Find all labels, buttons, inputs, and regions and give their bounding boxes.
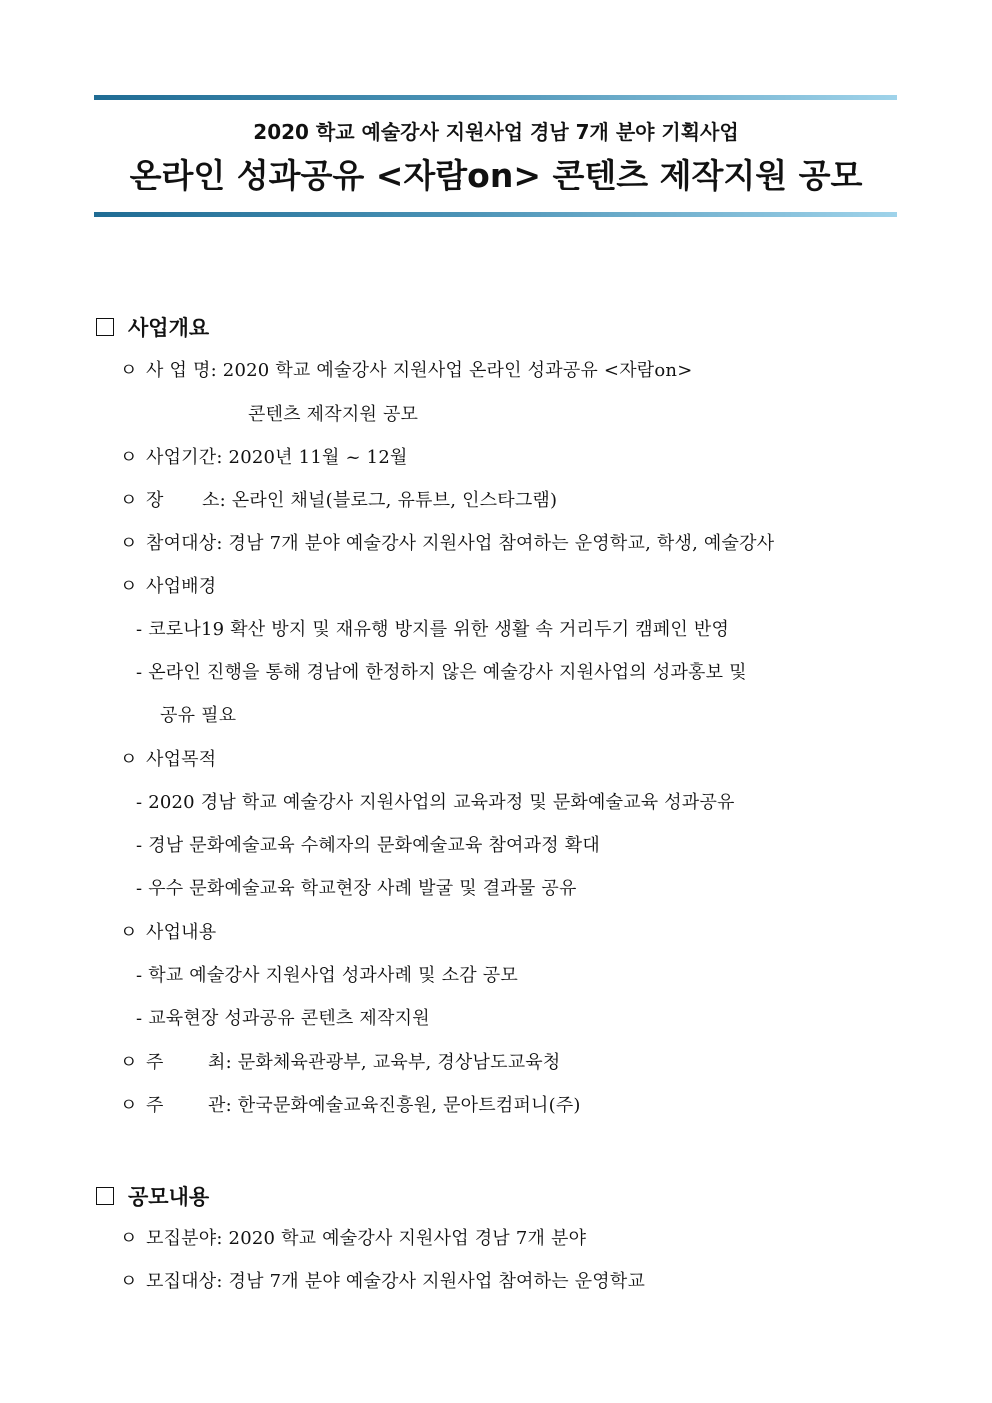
list-item-host xyxy=(120,1048,560,1074)
sub-item: - 경남 문화예술교육 수혜자의 문화예술교육 참여과정 확대 xyxy=(136,835,600,856)
item-value: 2020 학교 예술강사 지원사업 경남 7개 분야 xyxy=(228,1228,587,1249)
circle-bullet-icon: ㅇ xyxy=(120,447,138,468)
list-item-place xyxy=(120,486,557,512)
list-item-contest-target xyxy=(120,1267,645,1293)
circle-bullet-icon: ㅇ xyxy=(120,576,138,597)
circle-bullet-icon: ㅇ xyxy=(120,1095,138,1116)
circle-bullet-icon: ㅇ xyxy=(120,490,138,511)
sub-item: - 코로나19 확산 방지 및 재유행 방지를 위한 생활 속 거리두기 캠페인 반영 xyxy=(136,619,730,640)
circle-bullet-icon: ㅇ xyxy=(120,360,138,381)
circle-bullet-icon: ㅇ xyxy=(120,1052,138,1073)
circle-bullet-icon: ㅇ xyxy=(120,1228,138,1249)
document-subtitle: 2020 학교 예술강사 지원사업 경남 7개 분야 기획사업 xyxy=(253,120,739,144)
item-value: 온라인 채널(블로그, 유튜브, 인스타그램) xyxy=(231,490,558,511)
list-item-target xyxy=(120,529,774,555)
list-item-project-name-cont: 콘텐츠 제작지원 공모 xyxy=(248,404,419,425)
list-item-field xyxy=(120,1224,586,1250)
item-label: 관: xyxy=(208,1095,232,1116)
item-value: 2020년 11월 ~ 12월 xyxy=(228,447,408,468)
item-label: 사업내용 xyxy=(146,922,217,943)
sub-item: - 교육현장 성과공유 콘텐츠 제작지원 xyxy=(136,1008,430,1029)
item-label: 모집대상: xyxy=(146,1271,223,1292)
item-value: 2020 학교 예술강사 지원사업 온라인 성과공유 <자람on> xyxy=(222,360,693,381)
item-label: 소: xyxy=(202,490,226,511)
item-value: 경남 7개 분야 예술강사 지원사업 참여하는 운영학교, 학생, 예술강사 xyxy=(228,533,775,554)
list-item-period xyxy=(120,443,408,469)
checkbox-square-icon xyxy=(96,318,114,336)
header-bottom-rule xyxy=(94,212,897,217)
item-value: 경남 7개 분야 예술강사 지원사업 참여하는 운영학교 xyxy=(228,1271,646,1292)
section-heading-overview xyxy=(96,312,209,342)
item-label: 참여대상: xyxy=(146,533,223,554)
item-label: 사 업 명: xyxy=(146,360,217,381)
circle-bullet-icon: ㅇ xyxy=(120,749,138,770)
item-label: 최: xyxy=(208,1052,232,1073)
header-top-rule xyxy=(94,95,897,100)
list-item-purpose xyxy=(120,745,216,771)
checkbox-square-icon xyxy=(96,1187,114,1205)
item-label: 주 xyxy=(146,1052,164,1073)
document-title: 온라인 성과공유 <자람on> 콘텐츠 제작지원 공모 xyxy=(129,156,863,195)
sub-item: - 온라인 진행을 통해 경남에 한정하지 않은 예술강사 지원사업의 성과홍보 및 xyxy=(136,662,747,683)
sub-item: - 우수 문화예술교육 학교현장 사례 발굴 및 결과물 공유 xyxy=(136,878,577,899)
section-heading-label: 사업개요 xyxy=(128,315,210,340)
list-item-content xyxy=(120,918,216,944)
section-heading-label: 공모내용 xyxy=(128,1184,210,1209)
item-label: 사업목적 xyxy=(146,749,217,770)
item-value: 문화체육관광부, 교육부, 경상남도교육청 xyxy=(237,1052,561,1073)
circle-bullet-icon: ㅇ xyxy=(120,533,138,554)
section-heading-contest xyxy=(96,1181,209,1211)
item-label: 사업배경 xyxy=(146,576,217,597)
sub-item: - 2020 경남 학교 예술강사 지원사업의 교육과정 및 문화예술교육 성과공유 xyxy=(136,792,735,813)
list-item-organizer xyxy=(120,1091,581,1117)
item-label: 모집분야: xyxy=(146,1228,223,1249)
item-label: 주 xyxy=(146,1095,164,1116)
item-label: 사업기간: xyxy=(146,447,223,468)
item-value: 한국문화예술교육진흥원, 문아트컴퍼니(주) xyxy=(237,1095,581,1116)
item-label: 장 xyxy=(146,490,164,511)
list-item-background xyxy=(120,572,216,598)
circle-bullet-icon: ㅇ xyxy=(120,922,138,943)
sub-item-cont: 공유 필요 xyxy=(160,705,237,726)
list-item-project-name xyxy=(120,356,693,382)
sub-item: - 학교 예술강사 지원사업 성과사례 및 소감 공모 xyxy=(136,965,518,986)
circle-bullet-icon: ㅇ xyxy=(120,1271,138,1292)
